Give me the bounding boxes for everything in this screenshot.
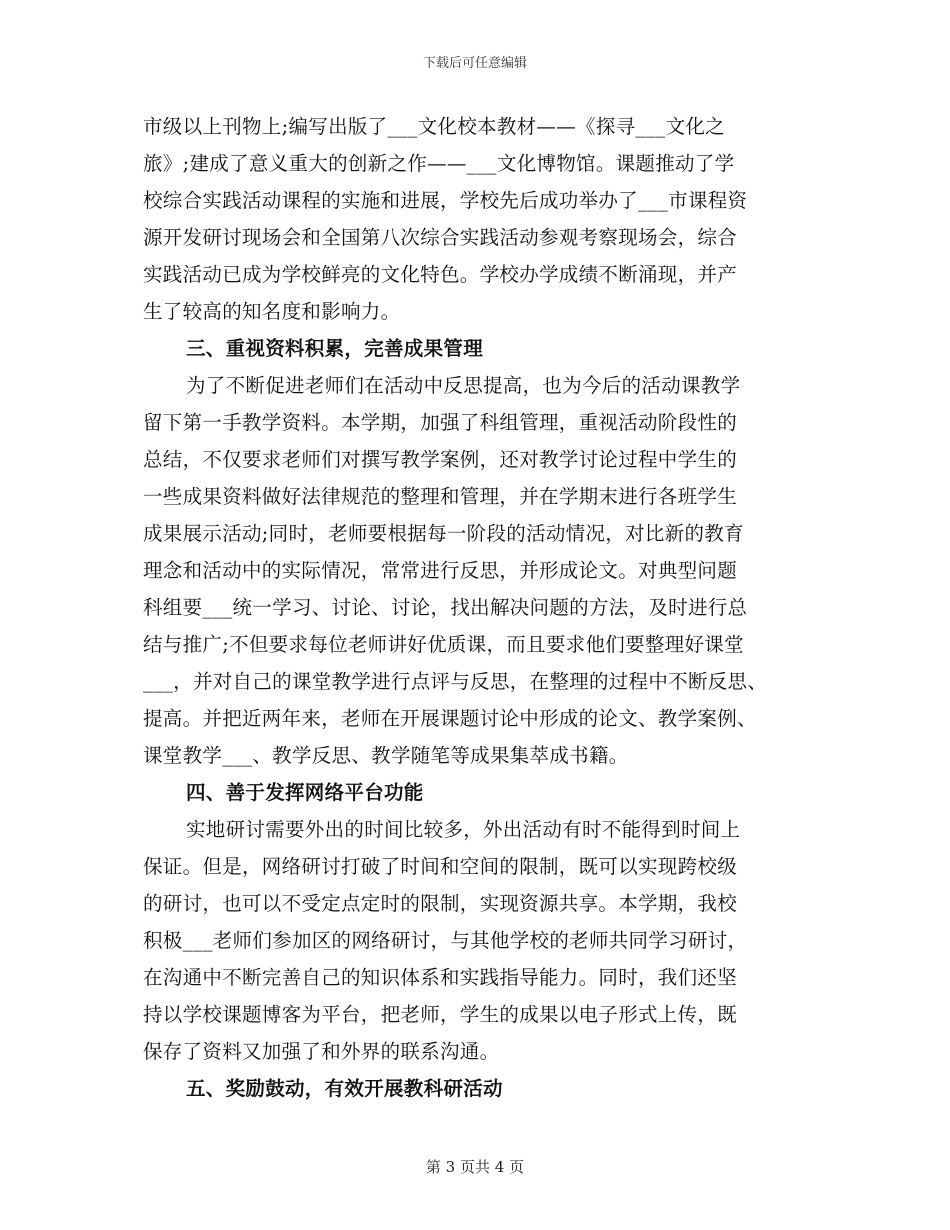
body-line: 提高。并把近两年来，老师在开展课题讨论中形成的论文、教学案例、 (143, 707, 757, 730)
body-line: 保存了资料又加强了和外界的联系沟通。 (143, 1040, 500, 1063)
body-line: 保证。但是，网络研讨打破了时间和空间的限制，既可以实现跨校级 (143, 855, 738, 878)
body-line: 持以学校课题博客为平台，把老师，学生的成果以电子形式上传，既 (143, 1003, 738, 1026)
body-line: 的研讨，也可以不受定点定时的限制，实现资源共享。本学期，我校 (143, 892, 738, 915)
page-header: 下载后可任意编辑 (422, 56, 527, 71)
section-heading: 三、重视资料积累，完善成果管理 (186, 337, 484, 360)
body-line: 留下第一手教学资料。本学期，加强了科组管理，重视活动阶段性的 (143, 411, 738, 434)
body-line: 校综合实践活动课程的实施和进展，学校先后成功举办了___市课程资 (143, 189, 748, 212)
body-line: 实地研讨需要外出的时间比较多，外出活动有时不能得到时间上 (186, 818, 741, 841)
body-line: 课堂教学___、教学反思、教学随笔等成果集萃成书籍。 (143, 744, 629, 767)
body-line: 生了较高的知名度和影响力。 (143, 300, 401, 323)
document-body (143, 108, 808, 1107)
section-heading: 四、善于发挥网络平台功能 (186, 781, 424, 804)
body-line: ___，并对自己的课堂教学进行点评与反思，在整理的过程中不断反思、 (143, 670, 768, 693)
body-line: 在沟通中不断完善自己的知识体系和实践指导能力。同时，我们还坚 (143, 966, 738, 989)
body-line: 源开发研讨现场会和全国第八次综合实践活动参观考察现场会，综合 (143, 226, 738, 249)
page-footer: 第 3 页共 4 页 (425, 1158, 525, 1176)
body-line: 为了不断促进老师们在活动中反思提高，也为今后的活动课教学 (186, 374, 741, 397)
body-line: 实践活动已成为学校鲜亮的文化特色。学校办学成绩不断涌现，并产 (143, 263, 738, 286)
body-line: 市级以上刊物上;编写出版了___文化校本教材——《探寻___文化之 (143, 115, 725, 138)
body-line: 积极___老师们参加区的网络研讨，与其他学校的老师共同学习研讨， (143, 929, 748, 952)
body-line: 科组要___统一学习、讨论、讨论，找出解决问题的方法，及时进行总 (143, 596, 748, 619)
body-line: 一些成果资料做好法律规范的整理和管理，并在学期末进行各班学生 (143, 485, 738, 508)
body-line: 成果展示活动;同时，老师要根据每一阶段的活动情况，对比新的教育 (143, 522, 744, 545)
body-line: 理念和活动中的实际情况，常常进行反思，并形成论文。对典型问题 (143, 559, 738, 582)
body-line: 旅》;建成了意义重大的创新之作——___文化博物馆。课题推动了学 (143, 152, 735, 175)
body-line: 结与推广;不但要求每位老师讲好优质课，而且要求他们要整理好课堂 (143, 633, 744, 656)
body-line: 总结，不仅要求老师们对撰写教学案例，还对教学讨论过程中学生的 (143, 448, 738, 471)
section-heading: 五、奖励鼓动，有效开展教科研活动 (186, 1077, 503, 1100)
